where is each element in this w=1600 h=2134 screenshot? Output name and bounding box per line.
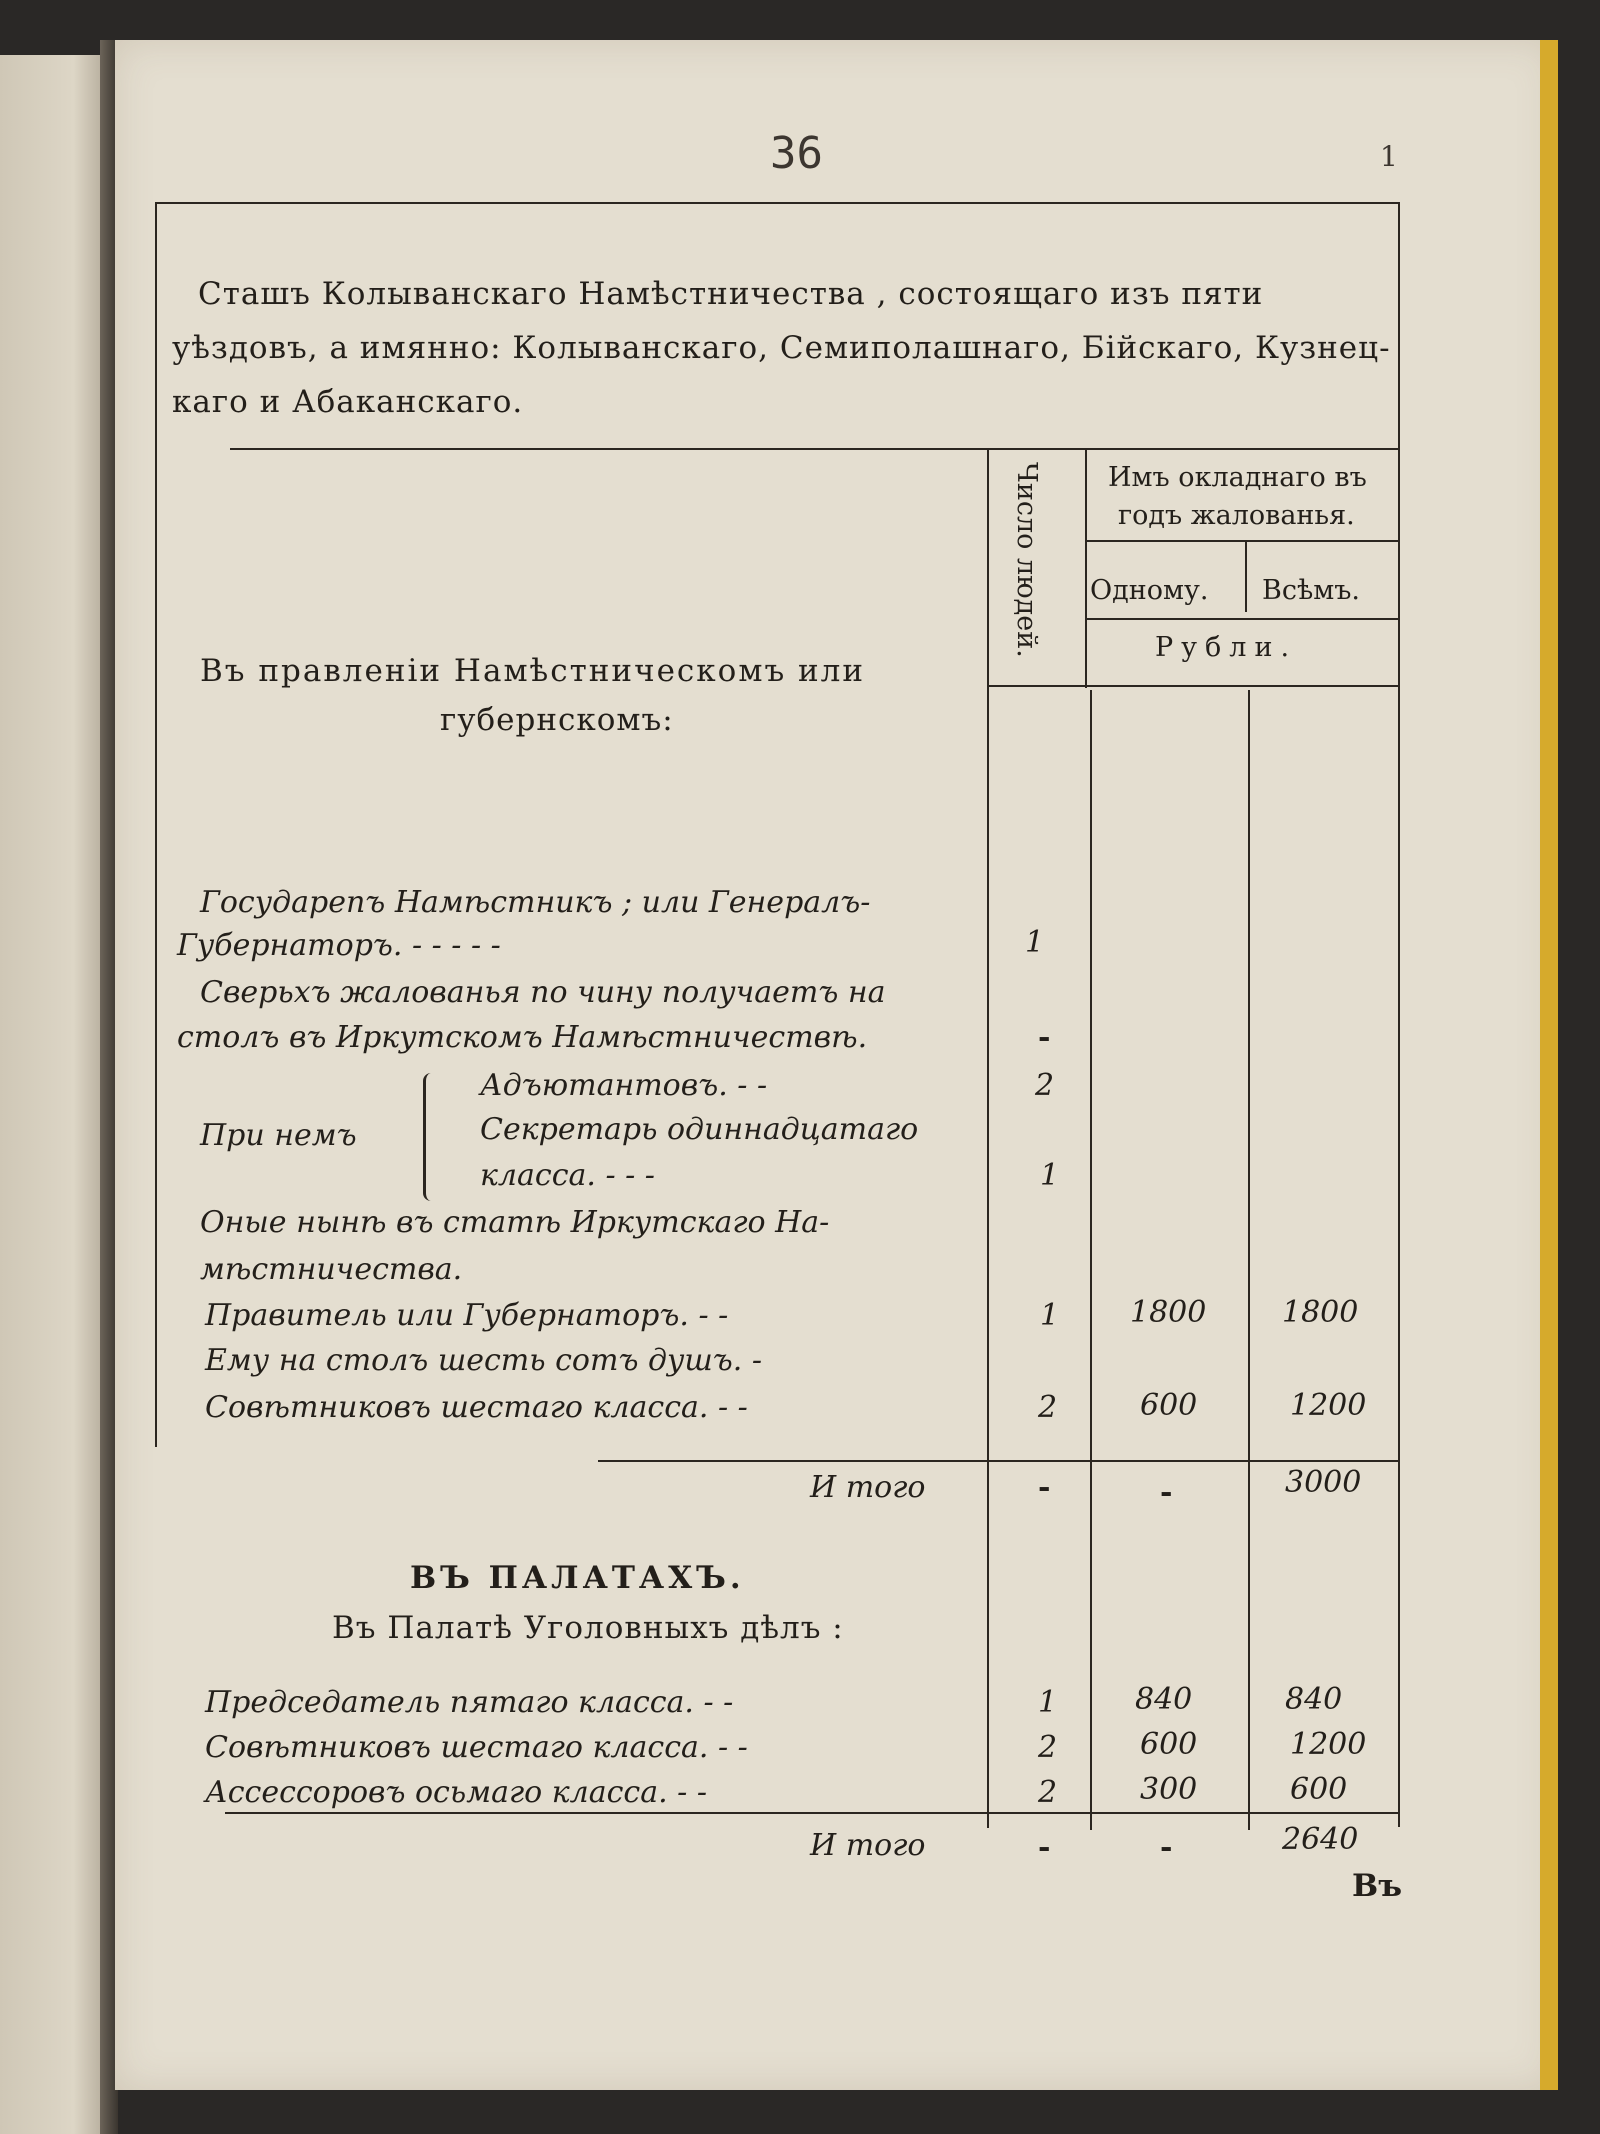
- pravitel-total: 1800: [1282, 1295, 1359, 1330]
- per-person-header: Одному.: [1090, 575, 1209, 606]
- secretary-line-1: Секретарь одиннадцатаго: [480, 1112, 919, 1147]
- salary-header-rule: [1085, 540, 1400, 542]
- top-rule: [155, 202, 1400, 204]
- onye-line-1: Оные нынѣ въ статѣ Иркутскаго На-: [200, 1205, 830, 1240]
- secretary-line-2: класса. - - -: [480, 1158, 655, 1193]
- subtotal-label-2: И того: [810, 1828, 926, 1863]
- subtotal-rule-1: [598, 1460, 1400, 1462]
- salary-header-line-1: Имъ окладнаго въ: [1108, 462, 1367, 493]
- criminal-chamber-heading: Въ Палатѣ Уголовныхъ дѣлъ :: [332, 1610, 844, 1646]
- assessors-row: Ассессоровъ осьмаго класса. - -: [205, 1775, 707, 1810]
- frame-right-rule: [1398, 202, 1400, 1827]
- namestnik-line-1: Государепъ Намѣстникъ ; или Генералъ-: [200, 885, 871, 920]
- title-line-3: каго и Абаканскаго.: [172, 384, 524, 420]
- assessors-total: 600: [1290, 1772, 1348, 1807]
- assessors-per-person: 300: [1140, 1772, 1198, 1807]
- pravitel-count: 1: [1040, 1298, 1060, 1333]
- facing-page-edge: [0, 55, 105, 2134]
- chairman-row: Председатель пятаго класса. - -: [205, 1685, 734, 1720]
- frame-left-rule: [155, 202, 157, 1447]
- subtotal-dash-persons-1: -: [1038, 1470, 1051, 1505]
- advisors-count: 2: [1038, 1730, 1058, 1765]
- subtotal-dash-persons-2: -: [1038, 1830, 1051, 1865]
- subtotal-dash-one-2: -: [1160, 1830, 1173, 1865]
- sovetniki-per-person: 600: [1140, 1388, 1198, 1423]
- persons-column-header: Число людей.: [1011, 462, 1042, 658]
- table-allowance-line-2: столъ въ Иркутскомъ Намѣстничествѣ.: [177, 1020, 868, 1055]
- advisors-total: 1200: [1290, 1727, 1367, 1762]
- title-line-1: Сташъ Колыванскаго Намѣстничества , состоящаго изъ пяти: [198, 276, 1264, 312]
- secretary-count: 1: [1040, 1158, 1060, 1193]
- catchword: Въ: [1352, 1868, 1402, 1904]
- table-allowance-dash: -: [1038, 1020, 1051, 1055]
- pri-nem-brace: [423, 1073, 440, 1201]
- gov-heading-line-2: губернскомъ:: [440, 702, 674, 738]
- pri-nem-label: При немъ: [200, 1118, 357, 1153]
- per-person-divider: [1245, 540, 1247, 612]
- persons-col-right-rule: [1085, 448, 1087, 688]
- namestnik-count: 1: [1025, 925, 1045, 960]
- adjutants-count: 2: [1035, 1068, 1055, 1103]
- adjutants-row: Адъютантовъ. - -: [480, 1068, 768, 1103]
- salary-header-line-2: годъ жалованья.: [1118, 500, 1355, 531]
- advisors-row: Совѣтниковъ шестаго класса. - -: [205, 1730, 748, 1765]
- gov-heading-line-1: Въ правленіи Намѣстническомъ или: [200, 653, 866, 689]
- assessors-count: 2: [1038, 1775, 1058, 1810]
- header-bottom-rule: [987, 685, 1400, 687]
- chambers-heading: ВЪ ПАЛАТАХЪ.: [410, 1560, 745, 1596]
- title-line-2: уѣздовъ, а имянно: Колыванскаго, Семиполашнаго, Бійскаго, Кузнец-: [172, 330, 1391, 366]
- currency-rule: [1085, 618, 1400, 620]
- all-col-left-rule: [1248, 690, 1250, 1830]
- currency-header: Рубли.: [1155, 632, 1298, 663]
- pravitel-row: Правитель или Губернаторъ. - -: [205, 1298, 729, 1333]
- onye-line-2: мѣстничества.: [200, 1252, 463, 1287]
- persons-col-left-rule: [987, 448, 989, 1828]
- advisors-per-person: 600: [1140, 1727, 1198, 1762]
- subtotal-dash-one-1: -: [1160, 1475, 1173, 1510]
- sovetniki-row: Совѣтниковъ шестаго класса. - -: [205, 1390, 748, 1425]
- chairman-total: 840: [1285, 1682, 1343, 1717]
- page-gilt-edge: [1540, 40, 1558, 2090]
- corner-mark: 1: [1380, 140, 1398, 173]
- subtotal-total-2: 2640: [1282, 1822, 1359, 1857]
- subtotal-total-1: 3000: [1285, 1465, 1362, 1500]
- table-allowance-line-1: Сверьхъ жалованья по чину получаетъ на: [200, 975, 886, 1010]
- namestnik-line-2: Губернаторъ. - - - - -: [177, 928, 501, 963]
- chairman-count: 1: [1038, 1685, 1058, 1720]
- subtotal-rule-2: [225, 1812, 1400, 1814]
- one-col-left-rule: [1090, 690, 1092, 1830]
- subtotal-label-1: И того: [810, 1470, 926, 1505]
- stol-row: Ему на столъ шесть сотъ душъ. -: [205, 1343, 763, 1378]
- chairman-per-person: 840: [1135, 1682, 1193, 1717]
- pravitel-per-person: 1800: [1130, 1295, 1207, 1330]
- page-number: 36: [770, 128, 823, 179]
- sovetniki-total: 1200: [1290, 1388, 1367, 1423]
- title-bottom-rule: [230, 448, 1400, 450]
- total-header: Всѣмъ.: [1262, 575, 1361, 606]
- sovetniki-count: 2: [1038, 1390, 1058, 1425]
